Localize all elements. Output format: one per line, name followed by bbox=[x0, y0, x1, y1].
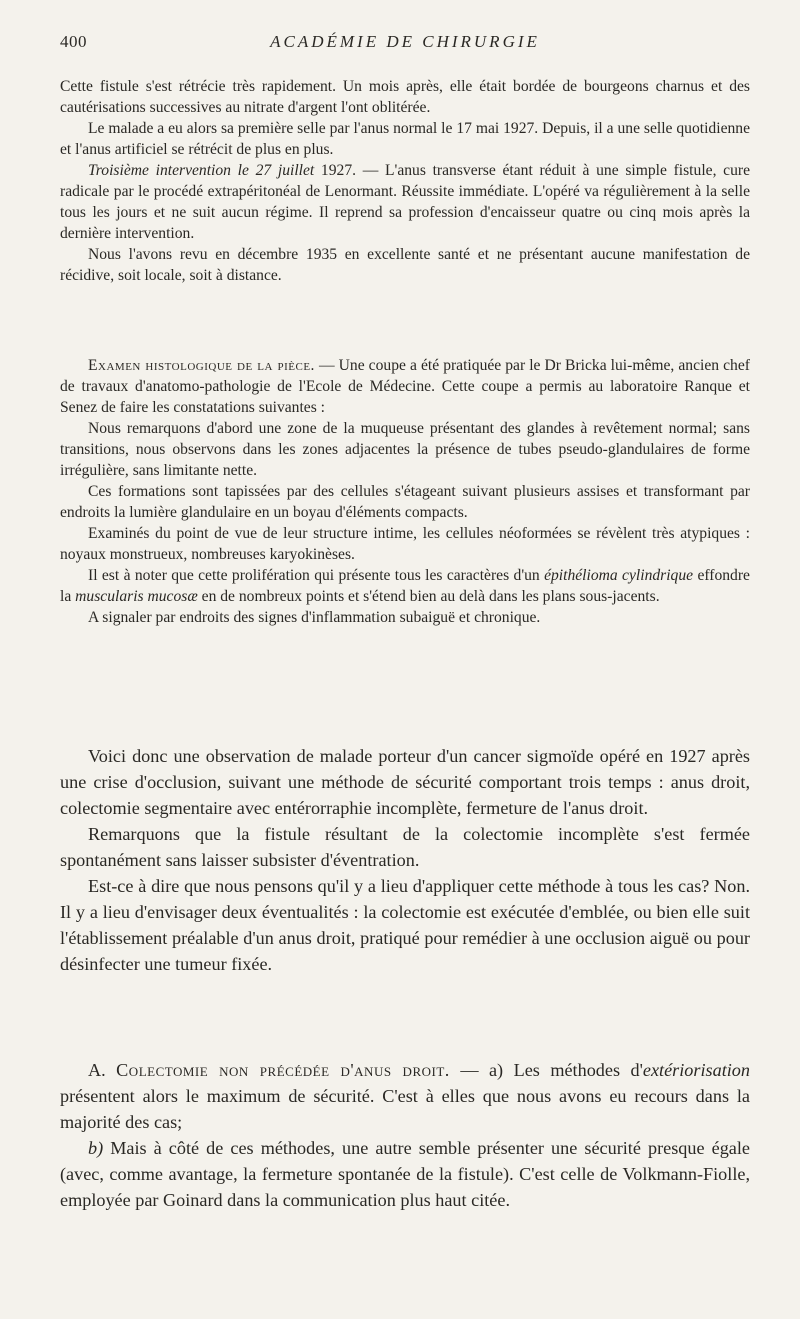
case-paragraph-2: Le malade a eu alors sa première selle par l'anus normal le 17 mai 1927. Depuis, il a une selle quotidienne et l'anus artificiel se rétrécit de plus en plus. bbox=[60, 120, 750, 158]
discussion-section bbox=[60, 743, 750, 977]
discussion-paragraph-2: Remarquons que la fistule résultant de la colectomie incomplète s'est fermée spontanément sans laisser subsister d'éventration. bbox=[60, 824, 750, 870]
third-intervention-lead: Troisième intervention le 27 juillet bbox=[88, 162, 315, 179]
case-report-section bbox=[60, 76, 750, 286]
page-number: 400 bbox=[60, 32, 87, 51]
running-title: ACADÉMIE DE CHIRURGIE bbox=[270, 32, 540, 51]
section-a-heading: Colectomie non précédée d'anus droit. bbox=[116, 1060, 450, 1080]
page-header bbox=[60, 32, 750, 56]
section-a-paragraph-2: b) Mais à côté de ces méthodes, une autre semble présenter une sécurité presque égale (avec, comme avantage, la fermeture spontanée de la fistule). C'est celle de Volkmann-Fiolle, employée par Goinard dans la communication plus haut citée. bbox=[60, 1138, 750, 1210]
discussion-paragraph-3: Est-ce à dire que nous pensons qu'il y a lieu d'appliquer cette méthode à tous les cas? Non. Il y a lieu d'envisager deux éventualités : la colectomie est exécutée d'emblée, ou bien elle suit l'établissement préalable d'un anus droit, pratiqué pour remédier à une occlusion aiguë ou pour désinfecter une tumeur fixée. bbox=[60, 876, 750, 974]
histology-paragraph-4: Examinés du point de vue de leur structure intime, les cellules néoformées se révèlent très atypiques : noyaux monstrueux, nombreuses karyokinèses. bbox=[60, 525, 750, 563]
section-a bbox=[60, 1057, 750, 1213]
section-a-paragraph-1: A. Colectomie non précédée d'anus droit. — a) Les méthodes d'extériorisation présentent alors le maximum de sécurité. C'est à elles que nous avons eu recours dans la majorité des cas; bbox=[60, 1060, 750, 1132]
histology-section bbox=[60, 355, 750, 628]
histology-heading: Examen histologique de la pièce. bbox=[88, 357, 315, 374]
histology-paragraph-3: Ces formations sont tapissées par des cellules s'étageant suivant plusieurs assises et transformant par endroits la lumière glandulaire en un boyau d'éléments compacts. bbox=[60, 483, 750, 521]
discussion-paragraph-1: Voici donc une observation de malade porteur d'un cancer sigmoïde opéré en 1927 après une crise d'occlusion, suivant une méthode de sécurité comportant trois temps : anus droit, colectomie segmentaire avec entérorraphie incomplète, fermeture de l'anus droit. bbox=[60, 746, 750, 818]
histology-paragraph-2: Nous remarquons d'abord une zone de la muqueuse présentant des glandes à revêtement normal; sans transitions, nous observons dans les zones adjacentes la présence de tubes pseudo-glandulaires de forme irrégulière, sans limitante nette. bbox=[60, 420, 750, 479]
case-paragraph-4: Nous l'avons revu en décembre 1935 en excellente santé et ne présentant aucune manifestation de récidive, soit locale, soit à distance. bbox=[60, 246, 750, 284]
term-exteriorisation: extériorisation bbox=[642, 1060, 750, 1080]
case-paragraph-1: Cette fistule s'est rétrécie très rapidement. Un mois après, elle était bordée de bourgeons charnus et des cautérisations successives au nitrate d'argent l'ont oblitérée. bbox=[60, 78, 750, 116]
histology-paragraph-6: A signaler par endroits des signes d'inflammation subaiguë et chronique. bbox=[88, 609, 541, 626]
term-epithelioma: épithélioma cylindrique bbox=[544, 567, 694, 584]
case-paragraph-3: Troisième intervention le 27 juillet 1927. — L'anus transverse étant réduit à une simple fistule, cure radicale par le procédé extrapéritonéal de Lenormant. Réussite immédiate. L'opéré va régulièrement à la selle tous les jours et ne suit aucun régime. Il reprend sa profession d'encaisseur quatre ou cinq mois après la dernière intervention. bbox=[60, 162, 750, 242]
histology-paragraph-1: Examen histologique de la pièce. — Une coupe a été pratiquée par le Dr Bricka lui-même, ancien chef de travaux d'anatomo-pathologie de l'Ecole de Médecine. Cette coupe a permis au laboratoire Ranque et Senez de faire les constatations suivantes : bbox=[60, 357, 750, 416]
term-muscularis: muscularis mucosæ bbox=[75, 588, 198, 605]
histology-paragraph-5: Il est à noter que cette prolifération qui présente tous les caractères d'un épithélioma cylindrique effondre la muscularis mucosæ en de nombreux points et s'étend bien au delà dans les plans sous-jacents. bbox=[60, 567, 750, 605]
